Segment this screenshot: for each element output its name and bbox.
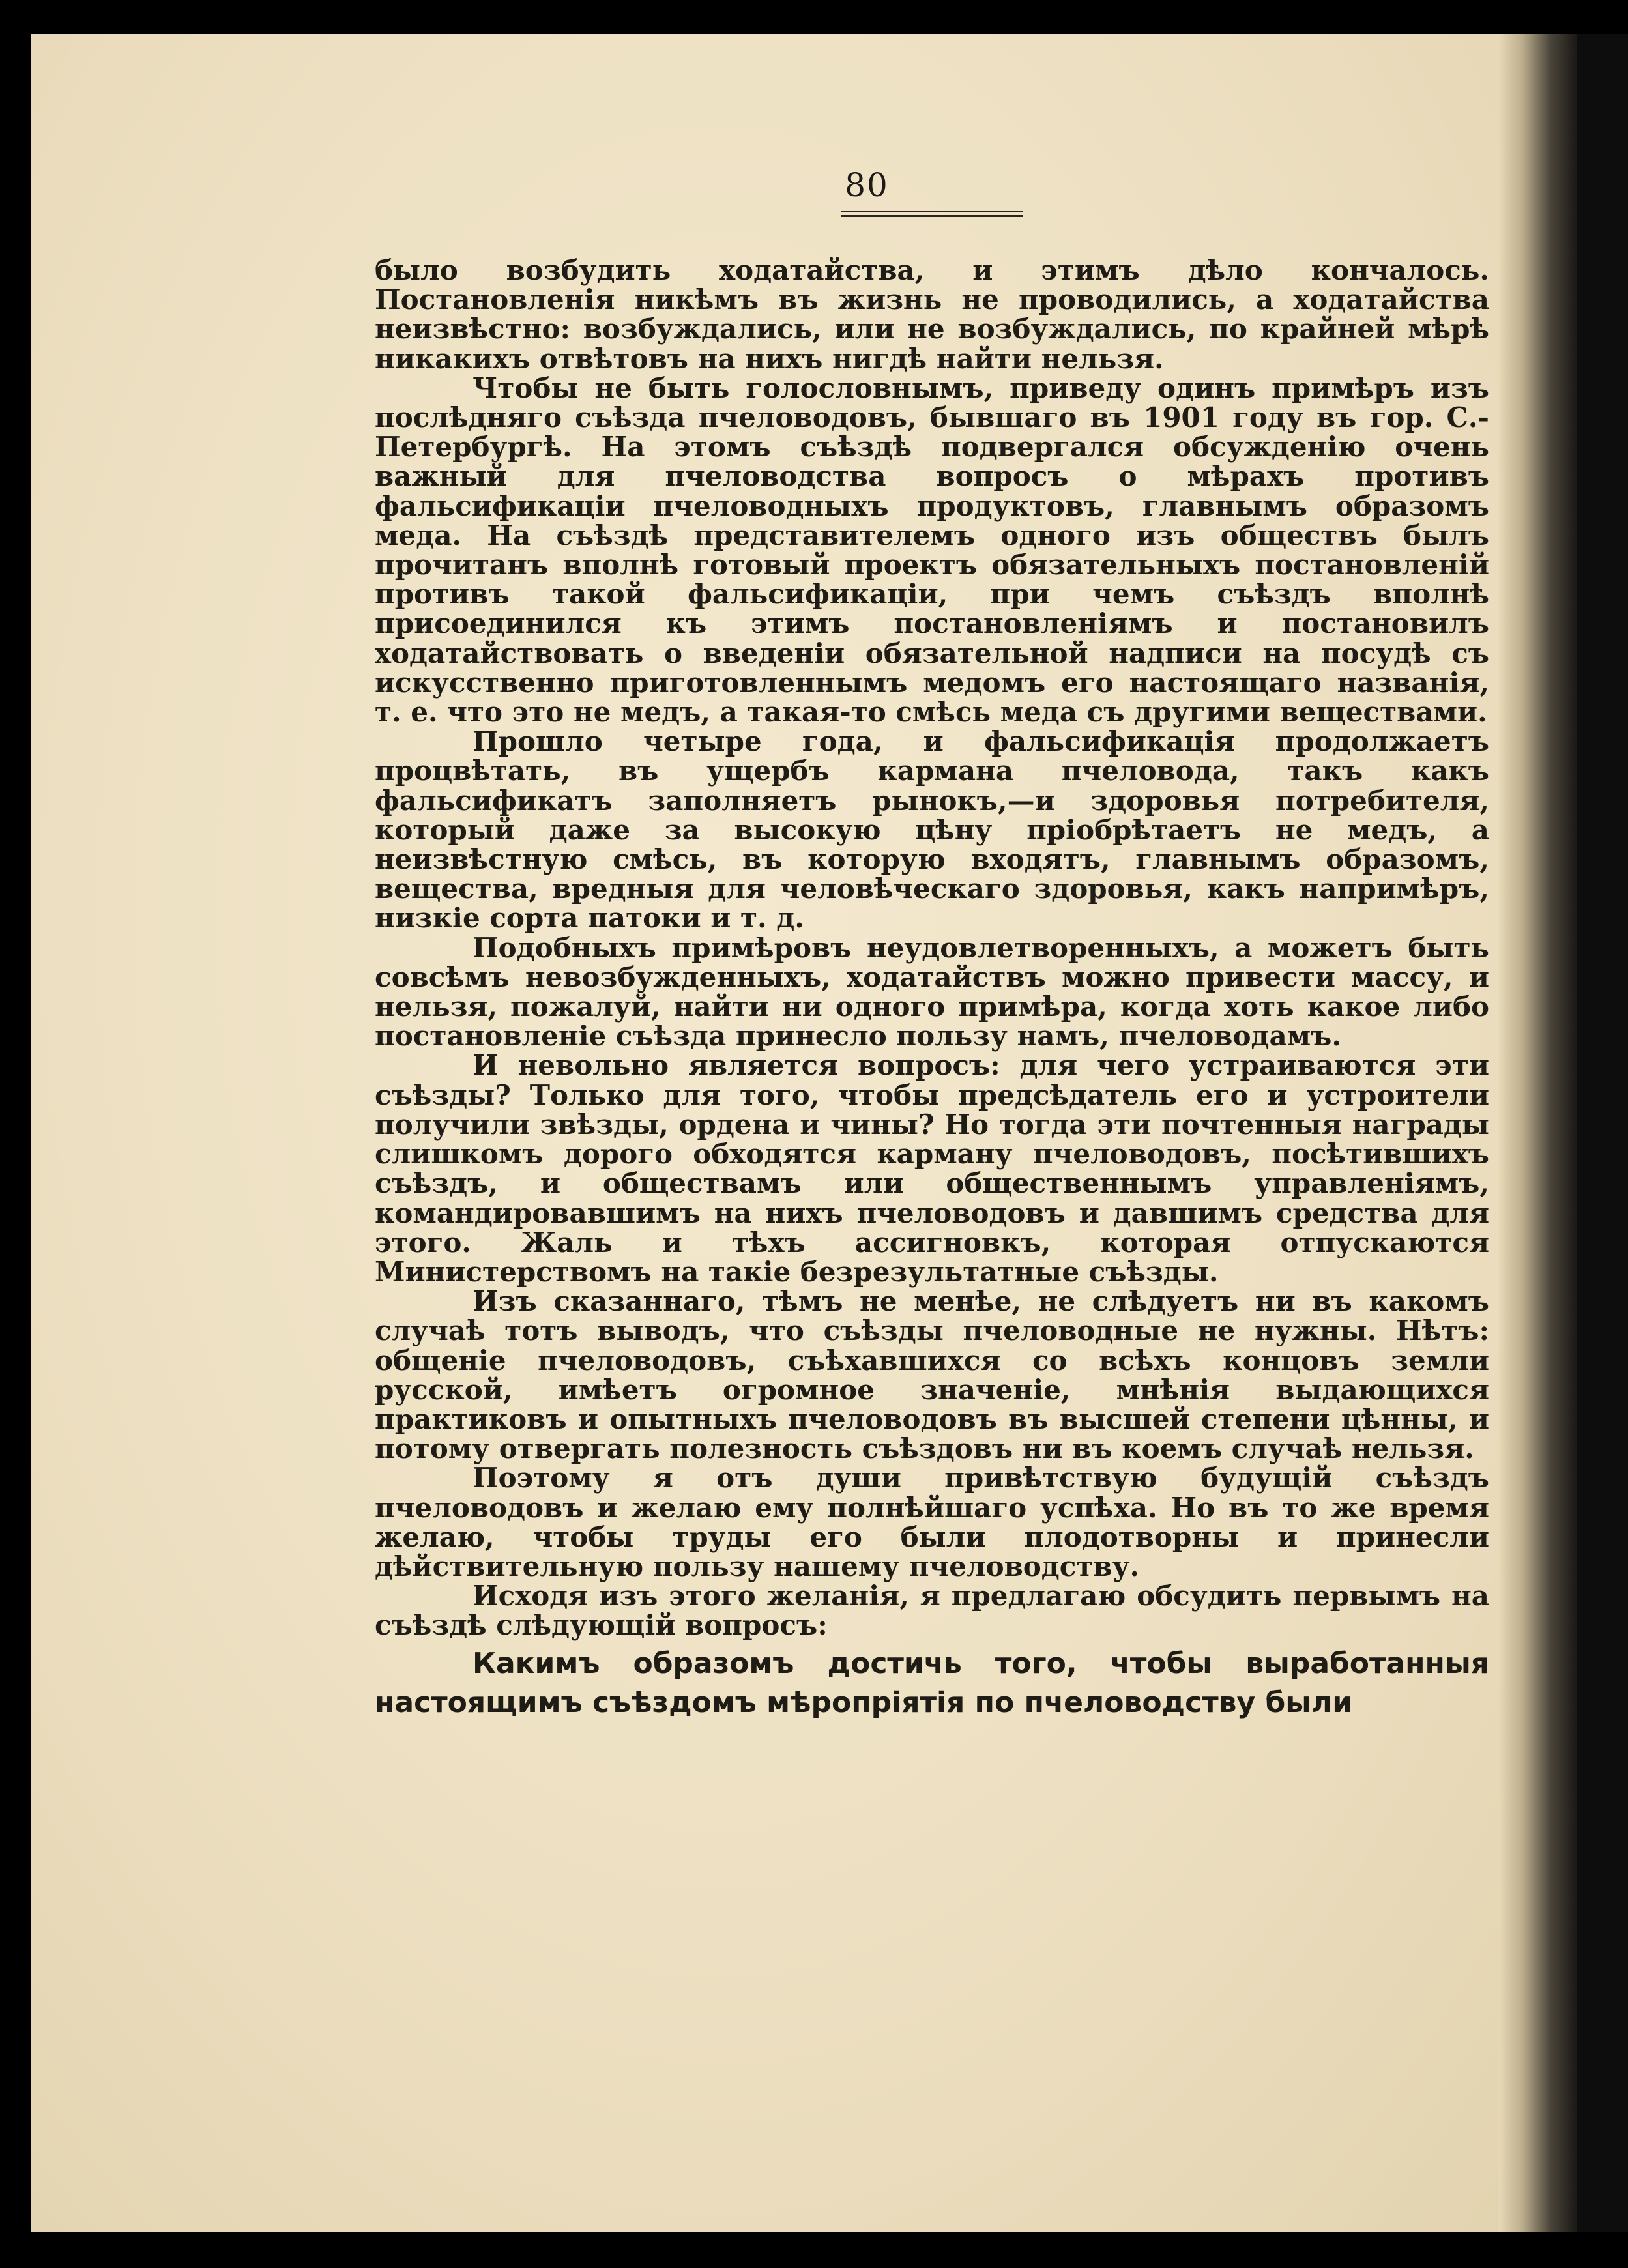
bold-question-heading: Какимъ образомъ достичь того, чтобы выработанныя настоящимъ съѣздомъ мѣропріятія по пчеловодству были: [375, 1646, 1489, 1719]
paragraph-6: Изъ сказаннаго, тѣмъ не менѣе, не слѣдуетъ ни въ какомъ случаѣ тотъ выводъ, что съѣзды пчеловодные не нужны. Нѣтъ: общеніе пчеловодовъ, съѣхавшихся со всѣхъ концовъ земли русской, имѣетъ огромное значеніе, мнѣнія выдающихся практиковъ и опытныхъ пчеловодовъ въ высшей степени цѣнны, и потому отвергать полезность съѣздовъ ни въ коемъ случаѣ нельзя.: [375, 1285, 1489, 1465]
paragraph-7: Поэтому я отъ души привѣтствую будущій съѣздъ пчеловодовъ и желаю ему полнѣйшаго успѣха. Но въ то же время желаю, чтобы труды его были плодотворны и принесли дѣйствительную пользу нашему пчеловодству.: [375, 1462, 1489, 1582]
paragraph-3: Прошло четыре года, и фальсификація продолжаетъ процвѣтать, въ ущербъ кармана пчеловода, такъ какъ фальсификатъ заполняетъ рынокъ,—и здоровья потребителя, который даже за высокую цѣну пріобрѣтаетъ не медъ, а неизвѣстную смѣсь, въ которую входятъ, главнымъ образомъ, вещества, вредныя для человѣческаго здоровья, какъ напримѣръ, низкіе сорта патоки и т. д.: [375, 725, 1489, 935]
paragraph-8: Исходя изъ этого желанія, я предлагаю обсудить первымъ на съѣздѣ слѣдующій вопросъ:: [375, 1580, 1489, 1642]
scan-border-bottom: [0, 2232, 1628, 2268]
page-body-text: [375, 255, 1489, 1723]
paragraph-4: Подобныхъ примѣровъ неудовлетворенныхъ, а можетъ быть совсѣмъ невозбужденныхъ, ходатайствъ можно привести массу, и нельзя, пожалуй, найти ни одного примѣра, когда хоть какое либо постановленіе съѣзда принесло пользу намъ, пчеловодамъ.: [375, 931, 1489, 1053]
page-number-rule: [841, 211, 1023, 217]
paragraph-5: И невольно является вопросъ: для чего устраиваются эти съѣзды? Только для того, чтобы предсѣдатель его и устроители получили звѣзды, ордена и чины? Но тогда эти почтенныя награды слишкомъ дорого обходятся карману пчеловодовъ, посѣтившихъ съѣздъ, и обществамъ или общественнымъ управленіямъ, командировавшимъ на нихъ пчеловодовъ и давшимъ средства для этого. Жаль и тѣхъ ассигновкъ, которая отпускаются Министерствомъ на такіе безрезультатные съѣзды.: [375, 1049, 1489, 1288]
paragraph-1: было возбудить ходатайства, и этимъ дѣло кончалось. Постановленія никѣмъ въ жизнь не проводились, а ходатайства неизвѣстно: возбуждались, или не возбуждались, по крайней мѣрѣ никакихъ отвѣтовъ на нихъ нигдѣ найти нельзя.: [375, 254, 1489, 375]
paragraph-2: Чтобы не быть голословнымъ, приведу одинъ примѣръ изъ послѣдняго съѣзда пчеловодовъ, бывшаго въ 1901 году въ гор. С.-Петербургѣ. На этомъ съѣздѣ подвергался обсужденію очень важный для пчеловодства вопросъ о мѣрахъ противъ фальсификаціи пчеловодныхъ продуктовъ, главнымъ образомъ меда. На съѣздѣ представителемъ одного изъ обществъ былъ прочитанъ вполнѣ готовый проектъ обязательныхъ постановленій противъ такой фальсификаціи, при чемъ съѣздъ вполнѣ присоединился къ этимъ постановленіямъ и постановилъ ходатайствовать о введеніи обязательной надписи на посудѣ съ искусственно приготовленнымъ медомъ его настоящаго названія, т. е. что это не медъ, а такая-то смѣсь меда съ другими веществами.: [375, 371, 1489, 729]
scan-border-top: [0, 0, 1628, 34]
page-number: 80: [845, 166, 889, 204]
scan-border-left: [0, 0, 31, 2268]
adjacent-page-edge: [1577, 34, 1628, 2232]
